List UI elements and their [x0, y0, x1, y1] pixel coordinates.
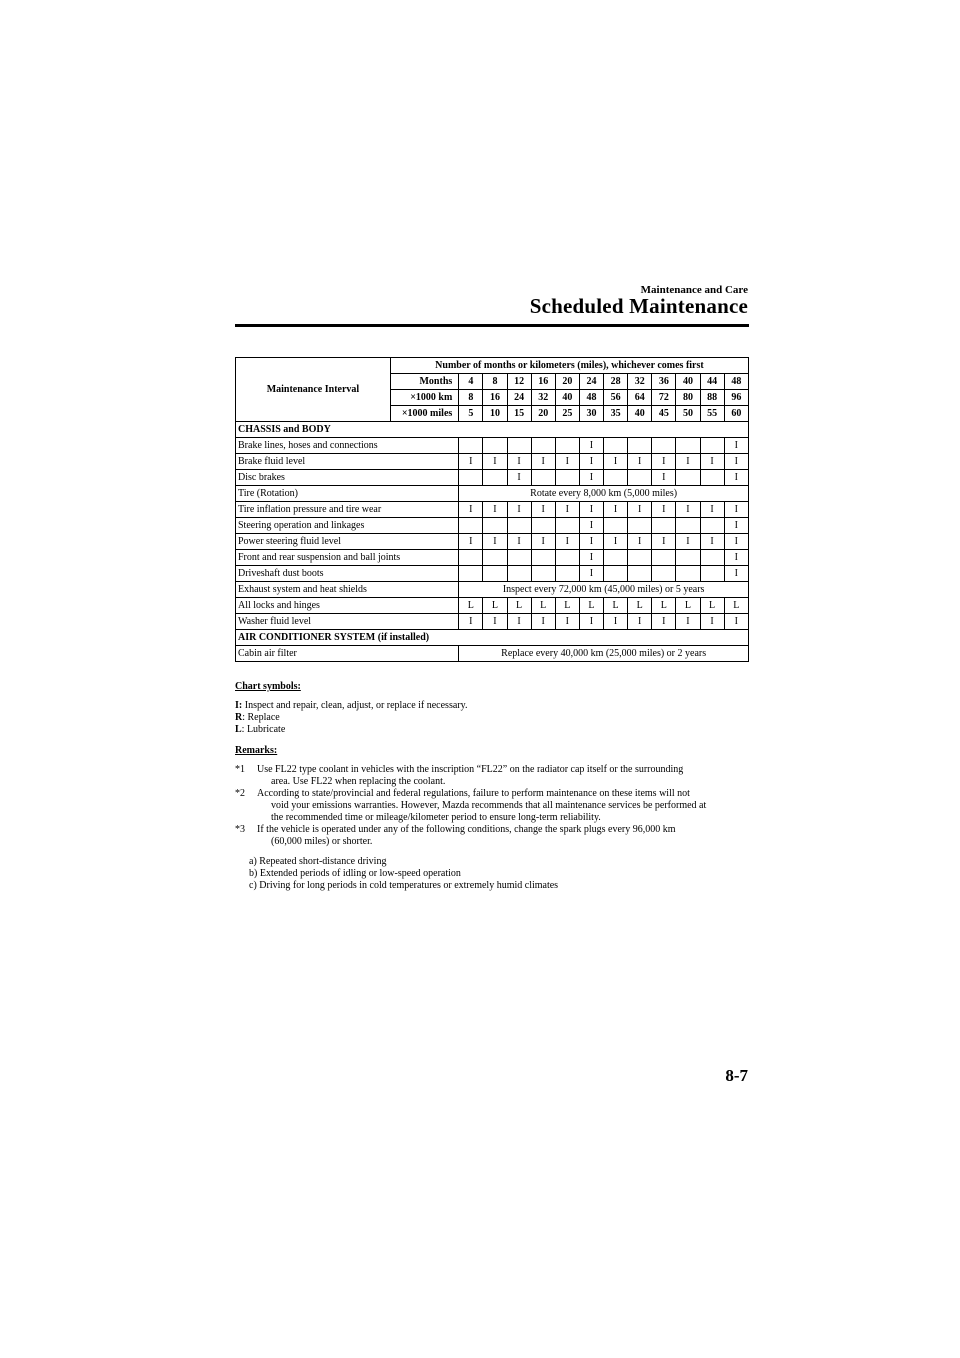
- item-name: Tire (Rotation): [236, 486, 459, 502]
- schedule-cell: I: [483, 502, 507, 518]
- schedule-cell: I: [724, 550, 748, 566]
- schedule-cell: [555, 518, 579, 534]
- remark-mark: *1: [235, 764, 245, 775]
- schedule-cell: [628, 550, 652, 566]
- condition-item: b) Extended periods of idling or low-speed operation: [249, 868, 461, 879]
- interval-text: Replace every 40,000 km (25,000 miles) or 2 years: [459, 646, 749, 662]
- schedule-cell: L: [676, 598, 700, 614]
- schedule-cell: L: [652, 598, 676, 614]
- schedule-cell: [604, 550, 628, 566]
- schedule-cell: I: [531, 454, 555, 470]
- condition-item: a) Repeated short-distance driving: [249, 856, 387, 867]
- schedule-cell: I: [507, 470, 531, 486]
- schedule-cell: [531, 518, 555, 534]
- interval-text: Inspect every 72,000 km (45,000 miles) or 5 years: [459, 582, 749, 598]
- schedule-cell: [483, 518, 507, 534]
- symbol-text: Inspect and repair, clean, adjust, or replace if necessary.: [242, 700, 468, 711]
- schedule-cell: I: [724, 470, 748, 486]
- schedule-cell: [483, 566, 507, 582]
- schedule-cell: [604, 470, 628, 486]
- schedule-cell: [700, 518, 724, 534]
- table-row: [236, 550, 749, 566]
- schedule-cell: [459, 566, 483, 582]
- schedule-cell: [555, 566, 579, 582]
- schedule-cell: I: [555, 614, 579, 630]
- remarks-heading: Remarks:: [235, 745, 278, 756]
- months-row-value: 32: [628, 374, 652, 390]
- schedule-cell: [700, 550, 724, 566]
- km-row-value: 40: [555, 390, 579, 406]
- page-number: 8-7: [725, 1066, 748, 1085]
- km-row-value: 56: [604, 390, 628, 406]
- schedule-cell: I: [579, 550, 603, 566]
- months-row-value: 8: [483, 374, 507, 390]
- section-row: [236, 422, 749, 438]
- remark-text-continued: (60,000 miles) or shorter.: [271, 836, 373, 847]
- schedule-cell: I: [459, 534, 483, 550]
- symbol-text: : Replace: [242, 712, 280, 723]
- schedule-cell: [483, 438, 507, 454]
- schedule-cell: I: [724, 518, 748, 534]
- item-name: Disc brakes: [236, 470, 459, 486]
- schedule-cell: [652, 518, 676, 534]
- header-title: Number of months or kilometers (miles), whichever comes first: [390, 358, 748, 374]
- schedule-cell: L: [555, 598, 579, 614]
- schedule-cell: [507, 518, 531, 534]
- months-row-value: 48: [724, 374, 748, 390]
- schedule-cell: [676, 470, 700, 486]
- remarks-list: [235, 764, 755, 848]
- schedule-cell: [459, 470, 483, 486]
- schedule-cell: [459, 550, 483, 566]
- table-row: [236, 534, 749, 550]
- miles-row-value: 5: [459, 406, 483, 422]
- schedule-cell: I: [652, 454, 676, 470]
- schedule-cell: [676, 518, 700, 534]
- table-row: [236, 486, 749, 502]
- schedule-cell: I: [628, 614, 652, 630]
- schedule-cell: I: [579, 534, 603, 550]
- table-row: [236, 438, 749, 454]
- section-title: CHASSIS and BODY: [236, 422, 749, 438]
- schedule-cell: [628, 566, 652, 582]
- symbol-letter: R: [235, 712, 243, 723]
- miles-row-value: 45: [652, 406, 676, 422]
- km-row-value: 32: [531, 390, 555, 406]
- schedule-cell: I: [483, 534, 507, 550]
- symbol-letter: I:: [235, 700, 243, 711]
- symbol-letter: L: [235, 724, 242, 735]
- schedule-cell: I: [676, 614, 700, 630]
- miles-row-value: 50: [676, 406, 700, 422]
- schedule-cell: L: [507, 598, 531, 614]
- months-row-value: 4: [459, 374, 483, 390]
- page-title: Scheduled Maintenance: [529, 294, 748, 318]
- maintenance-schedule-table: [235, 357, 749, 662]
- schedule-cell: L: [604, 598, 628, 614]
- schedule-cell: I: [676, 502, 700, 518]
- item-name: All locks and hinges: [236, 598, 459, 614]
- table-row: [236, 454, 749, 470]
- schedule-cell: I: [531, 614, 555, 630]
- notes-section: [235, 681, 755, 892]
- schedule-cell: I: [628, 454, 652, 470]
- schedule-cell: I: [579, 502, 603, 518]
- table-row: [236, 470, 749, 486]
- schedule-cell: I: [579, 566, 603, 582]
- schedule-cell: I: [652, 470, 676, 486]
- section-row: [236, 630, 749, 646]
- schedule-cell: I: [652, 534, 676, 550]
- schedule-cell: [604, 566, 628, 582]
- schedule-cell: I: [604, 502, 628, 518]
- schedule-cell: I: [459, 502, 483, 518]
- months-row-value: 40: [676, 374, 700, 390]
- remark-text: If the vehicle is operated under any of the following conditions, change the spark plugs every 96,000 km: [257, 824, 676, 835]
- remark-text-continued: area. Use FL22 when replacing the coolant.: [271, 776, 446, 787]
- schedule-cell: I: [604, 534, 628, 550]
- schedule-cell: I: [724, 566, 748, 582]
- schedule-cell: L: [531, 598, 555, 614]
- symbol-item: [235, 724, 755, 736]
- schedule-cell: [483, 550, 507, 566]
- schedule-cell: [483, 470, 507, 486]
- km-row-label: ×1000 km: [390, 390, 458, 406]
- schedule-cell: I: [555, 454, 579, 470]
- symbol-item: [235, 712, 755, 724]
- schedule-cell: L: [628, 598, 652, 614]
- schedule-cell: [628, 518, 652, 534]
- remark-text-continued: the recommended time or mileage/kilometer period to ensure long-term reliability.: [271, 812, 601, 823]
- months-row-value: 16: [531, 374, 555, 390]
- title-rule: [235, 324, 749, 327]
- schedule-cell: I: [724, 534, 748, 550]
- schedule-cell: I: [700, 614, 724, 630]
- miles-row-label: ×1000 miles: [390, 406, 458, 422]
- months-row-value: 36: [652, 374, 676, 390]
- schedule-cell: I: [700, 502, 724, 518]
- schedule-cell: I: [507, 502, 531, 518]
- condition-item: c) Driving for long periods in cold temperatures or extremely humid climates: [249, 880, 559, 891]
- schedule-cell: [531, 566, 555, 582]
- km-row-value: 88: [700, 390, 724, 406]
- schedule-cell: [604, 438, 628, 454]
- schedule-cell: [459, 518, 483, 534]
- schedule-cell: [676, 566, 700, 582]
- schedule-cell: I: [483, 614, 507, 630]
- schedule-cell: [676, 438, 700, 454]
- miles-row-value: 40: [628, 406, 652, 422]
- schedule-cell: L: [724, 598, 748, 614]
- remark-item: [235, 788, 755, 824]
- schedule-cell: I: [579, 518, 603, 534]
- schedule-cell: I: [676, 454, 700, 470]
- schedule-cell: [676, 550, 700, 566]
- schedule-cell: I: [604, 454, 628, 470]
- schedule-cell: [459, 438, 483, 454]
- schedule-cell: I: [676, 534, 700, 550]
- schedule-cell: [507, 550, 531, 566]
- schedule-cell: I: [531, 502, 555, 518]
- miles-row-value: 25: [555, 406, 579, 422]
- schedule-cell: [604, 518, 628, 534]
- schedule-cell: I: [579, 614, 603, 630]
- schedule-cell: I: [579, 470, 603, 486]
- months-row-value: 44: [700, 374, 724, 390]
- months-row-value: 24: [579, 374, 603, 390]
- table-header-row: [236, 358, 749, 374]
- schedule-cell: [628, 470, 652, 486]
- schedule-cell: I: [555, 534, 579, 550]
- schedule-cell: [507, 566, 531, 582]
- schedule-cell: I: [724, 614, 748, 630]
- schedule-cell: I: [555, 502, 579, 518]
- section-title: AIR CONDITIONER SYSTEM (if installed): [236, 630, 749, 646]
- item-name: Brake fluid level: [236, 454, 459, 470]
- schedule-cell: I: [579, 438, 603, 454]
- schedule-cell: [700, 438, 724, 454]
- interval-text: Rotate every 8,000 km (5,000 miles): [459, 486, 749, 502]
- months-row-value: 28: [604, 374, 628, 390]
- table-row: [236, 646, 749, 662]
- table-row: [236, 582, 749, 598]
- item-name: Power steering fluid level: [236, 534, 459, 550]
- schedule-cell: I: [507, 454, 531, 470]
- schedule-cell: [700, 470, 724, 486]
- schedule-cell: [652, 438, 676, 454]
- schedule-cell: I: [652, 614, 676, 630]
- km-row-value: 24: [507, 390, 531, 406]
- schedule-cell: I: [531, 534, 555, 550]
- item-name: Brake lines, hoses and connections: [236, 438, 459, 454]
- remark-text-continued: void your emissions warranties. However, Mazda recommends that all maintenance services be performed at: [271, 800, 707, 811]
- schedule-cell: L: [483, 598, 507, 614]
- chart-symbols-list: [235, 700, 755, 736]
- miles-row-value: 55: [700, 406, 724, 422]
- km-row-value: 96: [724, 390, 748, 406]
- km-row-value: 16: [483, 390, 507, 406]
- schedule-cell: I: [700, 534, 724, 550]
- months-row-label: Months: [390, 374, 458, 390]
- km-row-value: 80: [676, 390, 700, 406]
- miles-row-value: 20: [531, 406, 555, 422]
- schedule-cell: L: [459, 598, 483, 614]
- schedule-cell: I: [579, 454, 603, 470]
- km-row-value: 8: [459, 390, 483, 406]
- table-row: [236, 518, 749, 534]
- miles-row-value: 60: [724, 406, 748, 422]
- chart-symbols-heading: Chart symbols:: [235, 681, 301, 692]
- remark-item: [235, 764, 755, 788]
- schedule-cell: I: [628, 534, 652, 550]
- miles-row-value: 30: [579, 406, 603, 422]
- table-row: [236, 614, 749, 630]
- symbol-item: [235, 700, 755, 712]
- schedule-cell: [531, 550, 555, 566]
- schedule-cell: [652, 566, 676, 582]
- remark-item: [235, 824, 755, 848]
- schedule-cell: [555, 550, 579, 566]
- schedule-cell: [507, 438, 531, 454]
- item-name: Washer fluid level: [236, 614, 459, 630]
- km-row-value: 72: [652, 390, 676, 406]
- schedule-cell: [531, 438, 555, 454]
- table-row: [236, 566, 749, 582]
- miles-row-value: 10: [483, 406, 507, 422]
- schedule-cell: I: [724, 502, 748, 518]
- miles-row-value: 35: [604, 406, 628, 422]
- remark-mark: *2: [235, 788, 245, 799]
- schedule-cell: L: [579, 598, 603, 614]
- schedule-cell: [555, 438, 579, 454]
- item-name: Driveshaft dust boots: [236, 566, 459, 582]
- remark-text: According to state/provincial and federal regulations, failure to perform maintenance on these items will not: [257, 788, 690, 799]
- months-row-value: 20: [555, 374, 579, 390]
- schedule-cell: I: [507, 614, 531, 630]
- schedule-cell: [652, 550, 676, 566]
- remark-text: Use FL22 type coolant in vehicles with the inscription “FL22” on the radiator cap itself or the surrounding: [257, 764, 684, 775]
- schedule-cell: L: [700, 598, 724, 614]
- conditions-list: [235, 856, 755, 892]
- schedule-cell: I: [459, 614, 483, 630]
- schedule-cell: [700, 566, 724, 582]
- item-name: Front and rear suspension and ball joints: [236, 550, 459, 566]
- symbol-text: : Lubricate: [241, 724, 286, 735]
- table-row: [236, 502, 749, 518]
- section-label: Maintenance and Care: [640, 284, 748, 296]
- schedule-cell: I: [483, 454, 507, 470]
- schedule-cell: I: [652, 502, 676, 518]
- schedule-cell: [555, 470, 579, 486]
- item-name: Tire inflation pressure and tire wear: [236, 502, 459, 518]
- miles-row-value: 15: [507, 406, 531, 422]
- schedule-cell: [628, 438, 652, 454]
- remark-mark: *3: [235, 824, 245, 835]
- schedule-cell: I: [724, 454, 748, 470]
- item-name: Steering operation and linkages: [236, 518, 459, 534]
- schedule-cell: I: [507, 534, 531, 550]
- interval-label: Maintenance Interval: [236, 358, 391, 422]
- table-row: [236, 598, 749, 614]
- km-row-value: 48: [579, 390, 603, 406]
- schedule-cell: I: [628, 502, 652, 518]
- km-row-value: 64: [628, 390, 652, 406]
- item-name: Cabin air filter: [236, 646, 459, 662]
- schedule-cell: I: [700, 454, 724, 470]
- schedule-cell: I: [604, 614, 628, 630]
- months-row-value: 12: [507, 374, 531, 390]
- schedule-cell: I: [459, 454, 483, 470]
- schedule-cell: [531, 470, 555, 486]
- schedule-cell: I: [724, 438, 748, 454]
- item-name: Exhaust system and heat shields: [236, 582, 459, 598]
